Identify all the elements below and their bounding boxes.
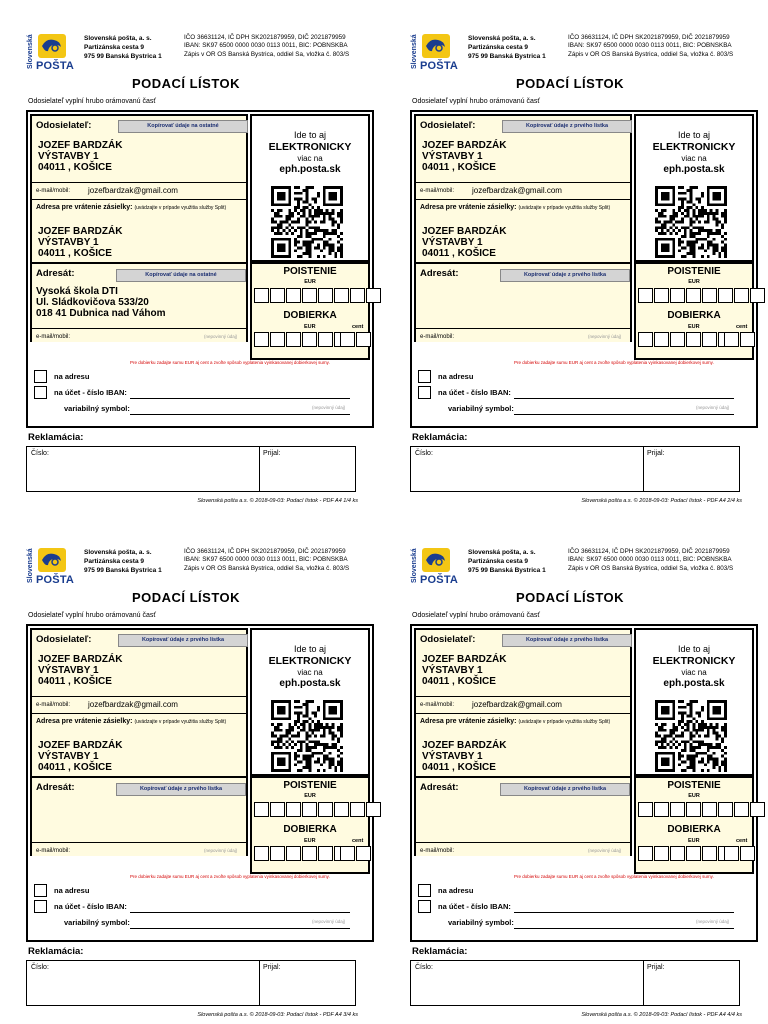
sender-email-row[interactable]	[416, 182, 630, 200]
promo-line: Ide to aj	[677, 130, 711, 140]
sender-email-row[interactable]	[32, 182, 246, 200]
cod-warning-note: Pre dobierku zadajte sumu EUR aj cent a zvoľte spôsob vyplatenia vyinkasovanej dobierkovej sumy.	[130, 874, 330, 879]
to-iban-label: na účet - číslo IBAN:	[438, 902, 511, 911]
electronic-promo	[634, 114, 754, 262]
recipient-label: Adresát:	[420, 782, 459, 793]
sender-street: VÝSTAVBY 1	[38, 665, 99, 676]
insurance-amount-cells[interactable]	[638, 288, 766, 303]
promo-heading: ELEKTRONICKY	[652, 141, 736, 153]
sender-email-value[interactable]: jozefbardzak@gmail.com	[472, 700, 562, 709]
number-label: Číslo:	[415, 964, 433, 971]
complaint-box	[410, 960, 740, 1006]
insurance-eur-label: EUR	[304, 793, 316, 799]
received-label: Prijal:	[647, 450, 665, 457]
sender-address	[422, 140, 506, 173]
insurance-eur-label: EUR	[688, 279, 700, 285]
optional-note: (nepovinný údaj)	[204, 334, 238, 339]
post-horn-icon	[38, 34, 66, 58]
return-address	[422, 740, 506, 773]
recipient-label: Adresát:	[36, 782, 75, 793]
number-label: Číslo:	[31, 450, 49, 457]
received-label: Prijal:	[647, 964, 665, 971]
return-city: 04011 , KOŠICE	[38, 762, 112, 773]
recipient-address[interactable]	[36, 286, 166, 319]
cod-cent-label: cent	[736, 838, 748, 844]
promo-url[interactable]: eph.posta.sk	[279, 164, 341, 175]
to-iban-checkbox[interactable]	[418, 900, 431, 913]
qr-code-icon	[652, 186, 730, 258]
sender-name: JOZEF BARDZÁK	[38, 654, 123, 665]
return-address	[422, 226, 506, 259]
promo-line: viac na	[681, 668, 707, 677]
variable-symbol-label: variabilný symbol:	[64, 404, 130, 413]
post-horn-icon	[38, 548, 66, 572]
company-info-line: IČO 36631124, IČ DPH SK2021879959, DIČ 2021879959	[184, 34, 346, 41]
footer-note: Slovenská pošta a.s. © 2018-09-03: Podací lístok - PDF A4 3/4 ks	[197, 1012, 358, 1018]
promo-heading: ELEKTRONICKY	[268, 141, 352, 153]
copy-sender-button[interactable]: Kopírovať údaje z prvého lístka	[118, 634, 248, 647]
company-info-line: IČO 36631124, IČ DPH SK2021879959, DIČ 2021879959	[568, 34, 730, 41]
company-line: Slovenská pošta, a. s.	[84, 549, 152, 556]
to-address-label: na adresu	[54, 886, 90, 895]
cod-eur-label: EUR	[688, 838, 700, 844]
cod-cent-label: cent	[736, 324, 748, 330]
recipient-street: Ul. Sládkovičova 533/20	[36, 297, 149, 308]
copy-sender-button[interactable]: Kopírovať údaje na ostatné	[118, 120, 248, 133]
email-label: e-mail/mobil:	[36, 848, 71, 854]
post-horn-icon	[422, 34, 450, 58]
form-title: PODACÍ LÍSTOK	[131, 590, 241, 605]
brand-vertical-text: Slovenská	[27, 34, 34, 69]
cod-eur-label: EUR	[304, 838, 316, 844]
return-note: (uvádzajte v prípade využitia služby Split)	[134, 719, 227, 725]
sender-city: 04011 , KOŠICE	[422, 162, 496, 173]
sender-email-row[interactable]	[416, 696, 630, 714]
return-label: Adresa pre vrátenie zásielky:	[36, 204, 133, 211]
electronic-promo	[250, 628, 370, 776]
cod-eur-cells[interactable]	[254, 846, 350, 861]
insurance-cod-section	[250, 262, 370, 360]
variable-symbol-input[interactable]	[130, 414, 350, 415]
number-label: Číslo:	[31, 964, 49, 971]
posta-logo	[410, 32, 459, 76]
recipient-email-row[interactable]	[416, 842, 630, 859]
optional-note: (nepovinný údaj)	[696, 919, 730, 924]
to-iban-label: na účet - číslo IBAN:	[438, 388, 511, 397]
email-label: e-mail/mobil:	[420, 848, 455, 854]
return-city: 04011 , KOŠICE	[422, 248, 496, 259]
company-info-line: IČO 36631124, IČ DPH SK2021879959, DIČ 2021879959	[184, 548, 346, 555]
return-note: (uvádzajte v prípade využitia služby Split)	[518, 205, 611, 211]
slip-3	[26, 532, 376, 1018]
return-street: VÝSTAVBY 1	[38, 751, 99, 762]
slip-1	[26, 18, 376, 504]
complaint-box	[26, 960, 356, 1006]
return-name: JOZEF BARDZÁK	[422, 226, 507, 237]
sender-city: 04011 , KOŠICE	[422, 676, 496, 687]
copy-sender-button[interactable]: Kopírovať údaje z prvého lístka	[502, 634, 632, 647]
cod-cent-cells[interactable]	[340, 332, 372, 347]
electronic-promo	[634, 628, 754, 776]
email-label: e-mail/mobil:	[420, 334, 455, 340]
company-line: Slovenská pošta, a. s.	[468, 549, 536, 556]
form-instruction: Odosielateľ vyplní hrubo orámovanú časť	[28, 612, 157, 619]
recipient-email-row[interactable]	[32, 328, 246, 345]
number-label: Číslo:	[415, 450, 433, 457]
to-iban-checkbox[interactable]	[418, 386, 431, 399]
company-line: 975 99 Banská Bystrica 1	[84, 53, 162, 60]
form-instruction: Odosielateľ vyplní hrubo orámovanú časť	[412, 612, 541, 619]
company-info-line: Zápis v OR OS Banská Bystrica, oddiel Sa, vložka č. 803/S	[184, 564, 350, 572]
return-address-label	[36, 718, 226, 725]
promo-line: Ide to aj	[677, 644, 711, 654]
sender-email-row[interactable]	[32, 696, 246, 714]
complaint-label: Reklamácia:	[412, 946, 468, 957]
iban-input[interactable]	[514, 398, 734, 399]
to-iban-label: na účet - číslo IBAN:	[54, 388, 127, 397]
to-iban-checkbox[interactable]	[34, 386, 47, 399]
to-address-checkbox[interactable]	[418, 884, 431, 897]
promo-heading: ELEKTRONICKY	[652, 655, 736, 667]
to-address-checkbox[interactable]	[418, 370, 431, 383]
cod-eur-cells[interactable]	[638, 332, 734, 347]
sender-email-value[interactable]: jozefbardzak@gmail.com	[88, 700, 178, 709]
brand-vertical-text: Slovenská	[411, 548, 418, 583]
insurance-label: POISTENIE	[667, 780, 721, 791]
promo-heading: ELEKTRONICKY	[268, 655, 352, 667]
company-address	[468, 34, 546, 61]
optional-note: (nepovinný údaj)	[696, 405, 730, 410]
recipient-section	[30, 776, 248, 856]
posta-logo	[410, 546, 459, 590]
electronic-promo	[250, 114, 370, 262]
to-address-label: na adresu	[438, 886, 474, 895]
recipient-email-row[interactable]	[416, 328, 630, 345]
brand-name: POŠTA	[36, 574, 75, 586]
sender-label: Odosielateľ:	[420, 120, 476, 131]
recipient-section	[414, 776, 632, 856]
return-note: (uvádzajte v prípade využitia služby Split)	[518, 719, 611, 725]
optional-note: (nepovinný údaj)	[312, 919, 346, 924]
sender-city: 04011 , KOŠICE	[38, 162, 112, 173]
posta-logo	[26, 546, 75, 590]
company-registration	[184, 548, 349, 573]
return-label: Adresa pre vrátenie zásielky:	[420, 718, 517, 725]
insurance-amount-cells[interactable]	[638, 802, 766, 817]
company-line: 975 99 Banská Bystrica 1	[84, 567, 162, 574]
cod-eur-label: EUR	[304, 324, 316, 330]
form-frame	[410, 110, 758, 428]
variable-symbol-label: variabilný symbol:	[64, 918, 130, 927]
return-name: JOZEF BARDZÁK	[422, 740, 507, 751]
recipient-label: Adresát:	[420, 268, 459, 279]
return-address	[38, 226, 122, 259]
promo-url[interactable]: eph.posta.sk	[279, 678, 341, 689]
complaint-box	[26, 446, 356, 492]
copy-recipient-button[interactable]: Kopírovať údaje z prvého lístka	[116, 783, 246, 796]
return-label: Adresa pre vrátenie zásielky:	[420, 204, 517, 211]
promo-line: viac na	[297, 668, 323, 677]
email-label: e-mail/mobil:	[420, 188, 455, 194]
insurance-amount-cells[interactable]	[254, 802, 382, 817]
return-city: 04011 , KOŠICE	[38, 248, 112, 259]
variable-symbol-input[interactable]	[514, 414, 734, 415]
cod-payment-rows	[30, 874, 372, 938]
recipient-name: Vysoká škola DTI	[36, 286, 118, 297]
brand-vertical-text: Slovenská	[27, 548, 34, 583]
company-line: 975 99 Banská Bystrica 1	[468, 53, 546, 60]
form-instruction: Odosielateľ vyplní hrubo orámovanú časť	[412, 98, 541, 105]
optional-note: (nepovinný údaj)	[204, 848, 238, 853]
footer-note: Slovenská pošta a.s. © 2018-09-03: Podací lístok - PDF A4 4/4 ks	[581, 1012, 742, 1018]
qr-code-icon	[268, 186, 346, 258]
copy-sender-button[interactable]: Kopírovať údaje z prvého lístka	[502, 120, 632, 133]
promo-url[interactable]: eph.posta.sk	[663, 678, 725, 689]
copy-recipient-button[interactable]: Kopírovať údaje z prvého lístka	[500, 269, 630, 282]
promo-line: Ide to aj	[293, 644, 327, 654]
copy-recipient-button[interactable]: Kopírovať údaje z prvého lístka	[500, 783, 630, 796]
complaint-label: Reklamácia:	[28, 946, 84, 957]
sender-label: Odosielateľ:	[36, 120, 92, 131]
variable-symbol-label: variabilný symbol:	[448, 404, 514, 413]
company-registration	[184, 34, 349, 59]
cod-cent-label: cent	[352, 324, 364, 330]
form-frame	[26, 110, 374, 428]
optional-note: (nepovinný údaj)	[312, 405, 346, 410]
sender-label: Odosielateľ:	[420, 634, 476, 645]
cod-cent-cells[interactable]	[340, 846, 372, 861]
return-label: Adresa pre vrátenie zásielky:	[36, 718, 133, 725]
sender-address	[38, 140, 122, 173]
qr-code-icon	[652, 700, 730, 772]
company-line: Partizánska cesta 9	[84, 558, 144, 565]
company-line: Partizánska cesta 9	[84, 44, 144, 51]
sender-address	[38, 654, 122, 687]
return-address-label	[420, 204, 610, 211]
return-address-label	[420, 718, 610, 725]
insurance-label: POISTENIE	[283, 266, 337, 277]
insurance-amount-cells[interactable]	[254, 288, 382, 303]
received-label: Prijal:	[263, 964, 281, 971]
return-address	[38, 740, 122, 773]
slip-4	[410, 532, 760, 1018]
company-info-line: Zápis v OR OS Banská Bystrica, oddiel Sa, vložka č. 803/S	[568, 564, 734, 572]
cod-warning-note: Pre dobierku zadajte sumu EUR aj cent a zvoľte spôsob vyplatenia vyinkasovanej dobierkovej sumy.	[514, 360, 714, 365]
insurance-label: POISTENIE	[667, 266, 721, 277]
return-note: (uvádzajte v prípade využitia služby Split)	[134, 205, 227, 211]
footer-note: Slovenská pošta a.s. © 2018-09-03: Podací lístok - PDF A4 1/4 ks	[197, 498, 358, 504]
company-info-line: IBAN: SK97 6500 0000 0030 0113 0011, BIC: POBNSKBA	[568, 556, 732, 564]
promo-line: viac na	[681, 154, 707, 163]
company-address	[84, 34, 162, 61]
to-iban-checkbox[interactable]	[34, 900, 47, 913]
sender-street: VÝSTAVBY 1	[422, 151, 483, 162]
sender-city: 04011 , KOŠICE	[38, 676, 112, 687]
copy-recipient-button[interactable]: Kopírovať údaje na ostatné	[116, 269, 246, 282]
company-line: Partizánska cesta 9	[468, 558, 528, 565]
cod-cent-cells[interactable]	[724, 332, 756, 347]
received-label: Prijal:	[263, 450, 281, 457]
cod-payment-rows	[414, 360, 756, 424]
insurance-eur-label: EUR	[688, 793, 700, 799]
sender-name: JOZEF BARDZÁK	[38, 140, 123, 151]
variable-symbol-input[interactable]	[130, 928, 350, 929]
sender-label: Odosielateľ:	[36, 634, 92, 645]
return-street: VÝSTAVBY 1	[422, 237, 483, 248]
cod-warning-note: Pre dobierku zadajte sumu EUR aj cent a zvoľte spôsob vyplatenia vyinkasovanej dobierkovej sumy.	[130, 360, 330, 365]
complaint-box	[410, 446, 740, 492]
complaint-label: Reklamácia:	[28, 432, 84, 443]
return-name: JOZEF BARDZÁK	[38, 740, 123, 751]
promo-url[interactable]: eph.posta.sk	[663, 164, 725, 175]
insurance-label: POISTENIE	[283, 780, 337, 791]
insurance-cod-section	[634, 776, 754, 874]
sender-email-value[interactable]: jozefbardzak@gmail.com	[88, 186, 178, 195]
cod-payment-rows	[414, 874, 756, 938]
insurance-cod-section	[250, 776, 370, 874]
sender-name: JOZEF BARDZÁK	[422, 140, 507, 151]
iban-input[interactable]	[130, 912, 350, 913]
form-title: PODACÍ LÍSTOK	[515, 76, 625, 91]
form-instruction: Odosielateľ vyplní hrubo orámovanú časť	[28, 98, 157, 105]
brand-name: POŠTA	[420, 574, 459, 586]
insurance-cod-section	[634, 262, 754, 360]
cod-label: DOBIERKA	[283, 310, 337, 321]
cod-cent-cells[interactable]	[724, 846, 756, 861]
email-label: e-mail/mobil:	[420, 702, 455, 708]
return-street: VÝSTAVBY 1	[38, 237, 99, 248]
to-iban-label: na účet - číslo IBAN:	[54, 902, 127, 911]
variable-symbol-input[interactable]	[514, 928, 734, 929]
sender-street: VÝSTAVBY 1	[38, 151, 99, 162]
return-name: JOZEF BARDZÁK	[38, 226, 123, 237]
cod-label: DOBIERKA	[667, 824, 721, 835]
company-line: Slovenská pošta, a. s.	[84, 35, 152, 42]
sender-street: VÝSTAVBY 1	[422, 665, 483, 676]
post-horn-icon	[422, 548, 450, 572]
to-address-label: na adresu	[54, 372, 90, 381]
recipient-section	[30, 262, 248, 342]
company-address	[84, 548, 162, 575]
brand-name: POŠTA	[420, 60, 459, 72]
cod-label: DOBIERKA	[283, 824, 337, 835]
cod-label: DOBIERKA	[667, 310, 721, 321]
form-title: PODACÍ LÍSTOK	[515, 590, 625, 605]
sender-email-value[interactable]: jozefbardzak@gmail.com	[472, 186, 562, 195]
company-info-line: IBAN: SK97 6500 0000 0030 0113 0011, BIC: POBNSKBA	[184, 42, 348, 50]
company-info-line: IBAN: SK97 6500 0000 0030 0113 0011, BIC: POBNSKBA	[568, 42, 732, 50]
company-info-line: IBAN: SK97 6500 0000 0030 0113 0011, BIC: POBNSKBA	[184, 556, 348, 564]
to-address-label: na adresu	[438, 372, 474, 381]
company-line: Partizánska cesta 9	[468, 44, 528, 51]
to-address-checkbox[interactable]	[34, 884, 47, 897]
optional-note: (nepovinný údaj)	[588, 848, 622, 853]
cod-eur-cells[interactable]	[254, 332, 350, 347]
slip-2	[410, 18, 760, 504]
cod-warning-note: Pre dobierku zadajte sumu EUR aj cent a zvoľte spôsob vyplatenia vyinkasovanej dobierkovej sumy.	[514, 874, 714, 879]
posta-logo	[26, 32, 75, 76]
company-line: 975 99 Banská Bystrica 1	[468, 567, 546, 574]
company-line: Slovenská pošta, a. s.	[468, 35, 536, 42]
complaint-label: Reklamácia:	[412, 432, 468, 443]
cod-payment-rows	[30, 360, 372, 424]
recipient-email-row[interactable]	[32, 842, 246, 859]
company-registration	[568, 34, 733, 59]
optional-note: (nepovinný údaj)	[588, 334, 622, 339]
to-address-checkbox[interactable]	[34, 370, 47, 383]
form-title: PODACÍ LÍSTOK	[131, 76, 241, 91]
recipient-city: 018 41 Dubnica nad Váhom	[36, 308, 166, 319]
iban-input[interactable]	[514, 912, 734, 913]
sender-name: JOZEF BARDZÁK	[422, 654, 507, 665]
brand-vertical-text: Slovenská	[411, 34, 418, 69]
brand-name: POŠTA	[36, 60, 75, 72]
company-info-line: Zápis v OR OS Banská Bystrica, oddiel Sa, vložka č. 803/S	[184, 50, 350, 58]
return-address-label	[36, 204, 226, 211]
cod-cent-label: cent	[352, 838, 364, 844]
iban-input[interactable]	[130, 398, 350, 399]
footer-note: Slovenská pošta a.s. © 2018-09-03: Podací lístok - PDF A4 2/4 ks	[581, 498, 742, 504]
qr-code-icon	[268, 700, 346, 772]
return-city: 04011 , KOŠICE	[422, 762, 496, 773]
email-label: e-mail/mobil:	[36, 702, 71, 708]
company-address	[468, 548, 546, 575]
company-info-line: IČO 36631124, IČ DPH SK2021879959, DIČ 2021879959	[568, 548, 730, 555]
cod-eur-label: EUR	[688, 324, 700, 330]
promo-line: viac na	[297, 154, 323, 163]
company-registration	[568, 548, 733, 573]
promo-line: Ide to aj	[293, 130, 327, 140]
company-info-line: Zápis v OR OS Banská Bystrica, oddiel Sa, vložka č. 803/S	[568, 50, 734, 58]
sender-address	[422, 654, 506, 687]
return-street: VÝSTAVBY 1	[422, 751, 483, 762]
cod-eur-cells[interactable]	[638, 846, 734, 861]
insurance-eur-label: EUR	[304, 279, 316, 285]
email-label: e-mail/mobil:	[36, 334, 71, 340]
recipient-section	[414, 262, 632, 342]
variable-symbol-label: variabilný symbol:	[448, 918, 514, 927]
form-frame	[410, 624, 758, 942]
email-label: e-mail/mobil:	[36, 188, 71, 194]
recipient-label: Adresát:	[36, 268, 75, 279]
form-frame	[26, 624, 374, 942]
